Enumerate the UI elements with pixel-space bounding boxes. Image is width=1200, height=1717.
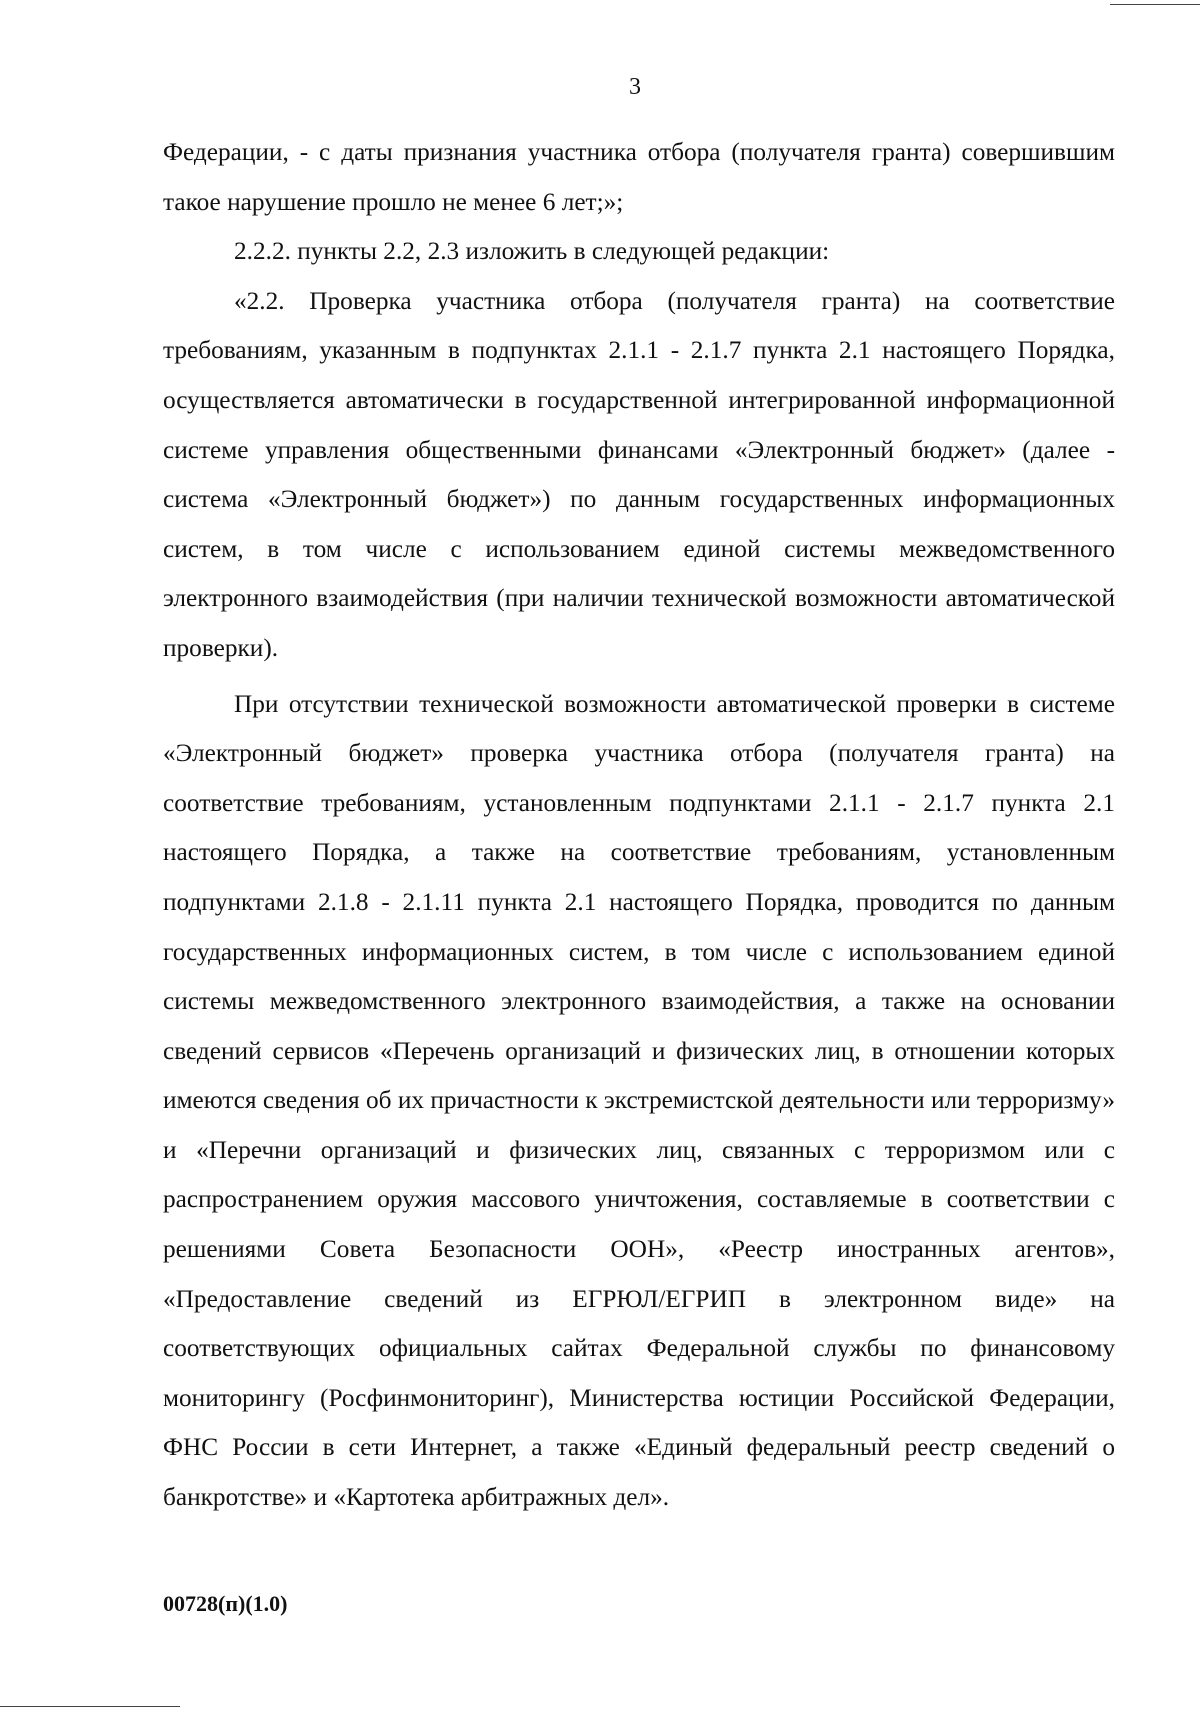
paragraph-continuation: Федерации, - с даты признания участника отбора (получателя гранта) совершившим такое нарушение прошло не менее 6 лет;»; bbox=[163, 138, 1115, 216]
document-code: 00728(п)(1.0) bbox=[163, 1591, 288, 1616]
document-body bbox=[163, 128, 1115, 1523]
page-number: 3 bbox=[629, 74, 641, 100]
paragraph-manual-check: При отсутствии технической возможности автоматической проверки в системе «Электронный бюджет» проверка участника отбора (получателя гранта) на соответствие требованиям, установленным подпунктами 2.1.1 - 2.1.7 пункта 2.1 настоящего Порядка, а также на соответствие требованиям, установленным подпунктами 2.1.8 - 2.1.11 пункта 2.1 настоящего Порядка, проводится по данным государственных информационных систем, в том числе с использованием единой системы межведомственного электронного взаимодействия, а также на основании сведений сервисов «Перечень организаций и физических лиц, в отношении которых имеются сведения об их причастности к экстремистской деятельности или терроризму» и «Перечни организаций и физических лиц, связанных с терроризмом или с распространением оружия массового уничтожения, составляемые в соответствии с решениями Совета Безопасности ООН», «Реестр иностранных агентов», «Предоставление сведений из ЕГРЮЛ/ЕГРИП в электронном виде» на соответствующих официальных сайтах Федеральной службы по финансовому мониторингу (Росфинмониторинг), Министерства юстиции Российской Федерации, ФНС России в сети Интернет, а также «Единый федеральный реестр сведений о банкротстве» и «Картотека арбитражных дел». bbox=[163, 689, 1115, 1512]
paragraph-clause-2-2: «2.2. Проверка участника отбора (получателя гранта) на соответствие требованиям, указанным в подпунктах 2.1.1 - 2.1.7 пункта 2.1 настоящего Порядка, осуществляется автоматически в государственной интегрированной информационной системе управления общественными финансами «Электронный бюджет» (далее - система «Электронный бюджет») по данным государственных информационных систем, в том числе с использованием единой системы межведомственного электронного взаимодействия (при наличии технической возможности автоматической проверки). bbox=[163, 286, 1115, 662]
scan-edge-line bbox=[1110, 4, 1200, 5]
paragraph-amendment-intro: 2.2.2. пункты 2.2, 2.3 изложить в следующей редакции: bbox=[234, 237, 830, 266]
scan-edge-line bbox=[0, 1706, 180, 1707]
